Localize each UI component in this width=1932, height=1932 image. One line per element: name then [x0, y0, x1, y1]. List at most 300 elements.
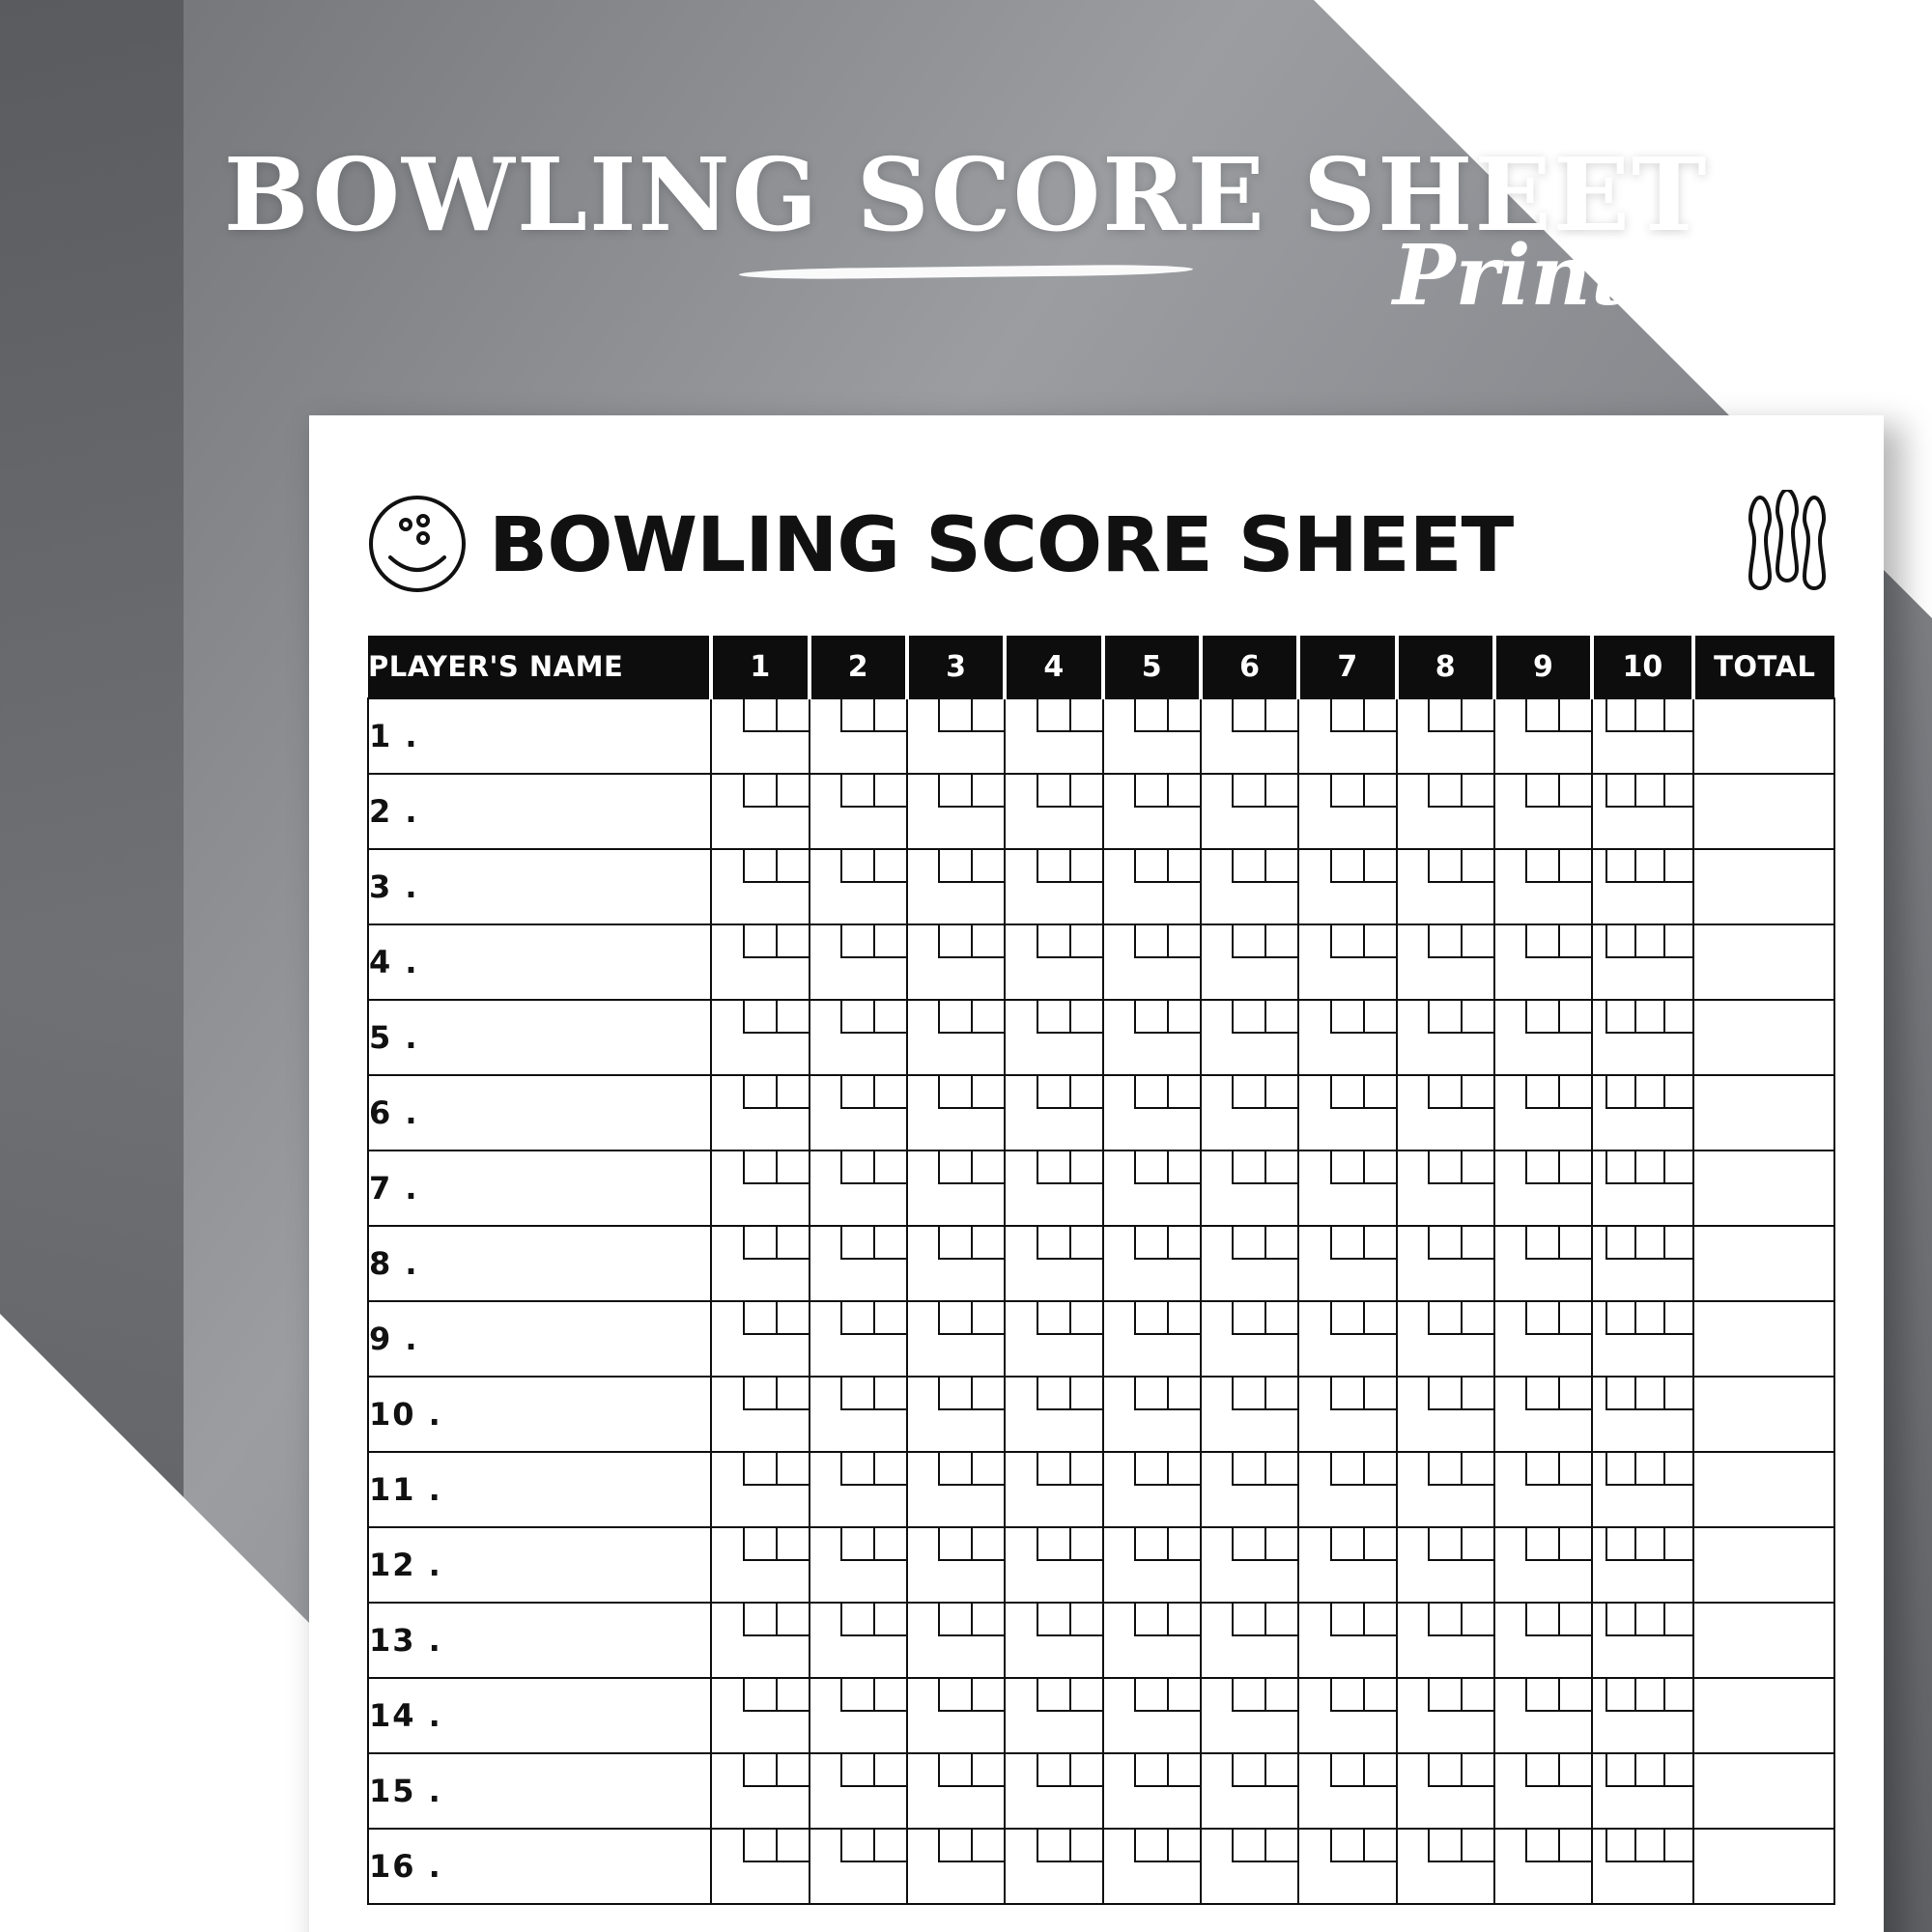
frame-cell-9[interactable]: [1494, 1377, 1592, 1452]
frame-cell-10[interactable]: [1592, 924, 1692, 1000]
throw-box-1[interactable]: [1525, 1604, 1558, 1636]
frame-cell-2[interactable]: [810, 1753, 907, 1829]
throw-box-1[interactable]: [1037, 850, 1069, 883]
throw-box-1[interactable]: [840, 1378, 873, 1410]
frame-cell-8[interactable]: [1397, 1377, 1494, 1452]
throw-box-1[interactable]: [840, 850, 873, 883]
throw-box-1[interactable]: [1428, 1679, 1461, 1712]
frame-cell-10[interactable]: [1592, 698, 1692, 774]
frame-cell-2[interactable]: [810, 1452, 907, 1527]
throw-box-2[interactable]: [1634, 1604, 1663, 1636]
frame-cell-2[interactable]: [810, 774, 907, 849]
throw-box-2[interactable]: [776, 1227, 809, 1260]
frame-cell-6[interactable]: [1201, 1753, 1298, 1829]
frame-cell-8[interactable]: [1397, 1753, 1494, 1829]
throw-box-2[interactable]: [1363, 1679, 1396, 1712]
throw-box-1[interactable]: [1605, 850, 1634, 883]
throw-box-2[interactable]: [971, 1453, 1004, 1486]
throw-box-2[interactable]: [1264, 775, 1297, 808]
throw-box-2[interactable]: [776, 775, 809, 808]
frame-cell-7[interactable]: [1298, 1603, 1396, 1678]
throw-box-1[interactable]: [1605, 699, 1634, 732]
throw-box-2[interactable]: [1069, 1076, 1102, 1109]
frame-cell-5[interactable]: [1103, 1527, 1201, 1603]
throw-box-2[interactable]: [1558, 1830, 1591, 1862]
frame-cell-6[interactable]: [1201, 774, 1298, 849]
throw-box-1[interactable]: [1428, 699, 1461, 732]
throw-box-2[interactable]: [873, 1227, 906, 1260]
throw-box-1[interactable]: [1525, 1528, 1558, 1561]
frame-cell-4[interactable]: [1005, 924, 1102, 1000]
throw-box-1[interactable]: [1330, 1679, 1363, 1712]
player-name-cell[interactable]: 5 .: [368, 1000, 711, 1075]
throw-box-1[interactable]: [938, 1604, 971, 1636]
throw-box-1[interactable]: [1037, 1604, 1069, 1636]
frame-cell-6[interactable]: [1201, 1678, 1298, 1753]
throw-box-2[interactable]: [1264, 1302, 1297, 1335]
throw-box-2[interactable]: [776, 1378, 809, 1410]
frame-cell-9[interactable]: [1494, 1527, 1592, 1603]
frame-cell-7[interactable]: [1298, 1000, 1396, 1075]
frame-cell-5[interactable]: [1103, 849, 1201, 924]
throw-box-2[interactable]: [776, 1604, 809, 1636]
throw-box-2[interactable]: [873, 1378, 906, 1410]
frame-cell-10[interactable]: [1592, 774, 1692, 849]
throw-box-1[interactable]: [1605, 925, 1634, 958]
throw-box-1[interactable]: [1232, 1378, 1264, 1410]
player-name-cell[interactable]: 10 .: [368, 1377, 711, 1452]
frame-cell-7[interactable]: [1298, 924, 1396, 1000]
throw-box-1[interactable]: [1330, 1151, 1363, 1184]
frame-cell-6[interactable]: [1201, 698, 1298, 774]
throw-box-2[interactable]: [1558, 1378, 1591, 1410]
throw-box-1[interactable]: [1428, 1528, 1461, 1561]
total-cell[interactable]: [1693, 1000, 1834, 1075]
throw-box-2[interactable]: [1167, 925, 1200, 958]
throw-box-1[interactable]: [840, 1453, 873, 1486]
throw-box-2[interactable]: [776, 699, 809, 732]
throw-box-2[interactable]: [1069, 1001, 1102, 1034]
frame-cell-3[interactable]: [907, 774, 1005, 849]
throw-box-3[interactable]: [1663, 1302, 1692, 1335]
throw-box-1[interactable]: [1330, 1302, 1363, 1335]
frame-cell-4[interactable]: [1005, 1527, 1102, 1603]
frame-cell-5[interactable]: [1103, 698, 1201, 774]
throw-box-1[interactable]: [1428, 1378, 1461, 1410]
frame-cell-4[interactable]: [1005, 1075, 1102, 1151]
throw-box-3[interactable]: [1663, 1151, 1692, 1184]
throw-box-1[interactable]: [1428, 850, 1461, 883]
player-name-cell[interactable]: 1 .: [368, 698, 711, 774]
frame-cell-7[interactable]: [1298, 1075, 1396, 1151]
throw-box-1[interactable]: [1428, 1227, 1461, 1260]
throw-box-1[interactable]: [840, 925, 873, 958]
throw-box-2[interactable]: [1363, 1227, 1396, 1260]
throw-box-2[interactable]: [1069, 1604, 1102, 1636]
frame-cell-7[interactable]: [1298, 1678, 1396, 1753]
throw-box-2[interactable]: [1069, 1302, 1102, 1335]
throw-box-2[interactable]: [1167, 1076, 1200, 1109]
throw-box-2[interactable]: [873, 1830, 906, 1862]
frame-cell-5[interactable]: [1103, 774, 1201, 849]
throw-box-1[interactable]: [1330, 1227, 1363, 1260]
throw-box-1[interactable]: [743, 850, 776, 883]
throw-box-1[interactable]: [1134, 1076, 1167, 1109]
frame-cell-1[interactable]: [711, 1000, 809, 1075]
throw-box-2[interactable]: [1167, 850, 1200, 883]
frame-cell-1[interactable]: [711, 1377, 809, 1452]
frame-cell-1[interactable]: [711, 1075, 809, 1151]
throw-box-1[interactable]: [840, 1679, 873, 1712]
throw-box-2[interactable]: [971, 1001, 1004, 1034]
throw-box-1[interactable]: [1037, 699, 1069, 732]
throw-box-1[interactable]: [1134, 1679, 1167, 1712]
throw-box-1[interactable]: [938, 1001, 971, 1034]
frame-cell-5[interactable]: [1103, 1075, 1201, 1151]
throw-box-1[interactable]: [1037, 1378, 1069, 1410]
throw-box-1[interactable]: [743, 1453, 776, 1486]
throw-box-1[interactable]: [1428, 1604, 1461, 1636]
throw-box-1[interactable]: [1525, 699, 1558, 732]
frame-cell-7[interactable]: [1298, 1377, 1396, 1452]
frame-cell-2[interactable]: [810, 1151, 907, 1226]
throw-box-1[interactable]: [1428, 1453, 1461, 1486]
frame-cell-9[interactable]: [1494, 1753, 1592, 1829]
throw-box-1[interactable]: [938, 1830, 971, 1862]
throw-box-1[interactable]: [1428, 1076, 1461, 1109]
frame-cell-4[interactable]: [1005, 1678, 1102, 1753]
throw-box-1[interactable]: [1134, 1830, 1167, 1862]
throw-box-2[interactable]: [1558, 699, 1591, 732]
throw-box-2[interactable]: [1167, 1679, 1200, 1712]
frame-cell-10[interactable]: [1592, 1603, 1692, 1678]
frame-cell-4[interactable]: [1005, 849, 1102, 924]
throw-box-3[interactable]: [1663, 1679, 1692, 1712]
frame-cell-6[interactable]: [1201, 1829, 1298, 1904]
throw-box-2[interactable]: [776, 1830, 809, 1862]
throw-box-2[interactable]: [1558, 1679, 1591, 1712]
throw-box-2[interactable]: [1461, 1830, 1493, 1862]
throw-box-3[interactable]: [1663, 1076, 1692, 1109]
throw-box-1[interactable]: [840, 1076, 873, 1109]
frame-cell-2[interactable]: [810, 1678, 907, 1753]
throw-box-1[interactable]: [1525, 925, 1558, 958]
throw-box-2[interactable]: [1461, 925, 1493, 958]
throw-box-2[interactable]: [1363, 1001, 1396, 1034]
throw-box-1[interactable]: [1232, 1001, 1264, 1034]
throw-box-1[interactable]: [1525, 1076, 1558, 1109]
throw-box-1[interactable]: [1330, 1076, 1363, 1109]
frame-cell-2[interactable]: [810, 924, 907, 1000]
player-name-cell[interactable]: 14 .: [368, 1678, 711, 1753]
throw-box-1[interactable]: [1232, 1151, 1264, 1184]
throw-box-2[interactable]: [1461, 1453, 1493, 1486]
frame-cell-1[interactable]: [711, 1151, 809, 1226]
throw-box-2[interactable]: [1167, 1302, 1200, 1335]
frame-cell-1[interactable]: [711, 1301, 809, 1377]
throw-box-2[interactable]: [1363, 850, 1396, 883]
throw-box-1[interactable]: [938, 1302, 971, 1335]
throw-box-2[interactable]: [1634, 699, 1663, 732]
frame-cell-4[interactable]: [1005, 1000, 1102, 1075]
frame-cell-4[interactable]: [1005, 698, 1102, 774]
throw-box-1[interactable]: [938, 1679, 971, 1712]
throw-box-1[interactable]: [1232, 925, 1264, 958]
frame-cell-9[interactable]: [1494, 1226, 1592, 1301]
frame-cell-2[interactable]: [810, 1603, 907, 1678]
throw-box-2[interactable]: [1167, 1528, 1200, 1561]
throw-box-3[interactable]: [1663, 850, 1692, 883]
frame-cell-6[interactable]: [1201, 1151, 1298, 1226]
frame-cell-9[interactable]: [1494, 1452, 1592, 1527]
frame-cell-4[interactable]: [1005, 1452, 1102, 1527]
throw-box-1[interactable]: [1428, 775, 1461, 808]
throw-box-2[interactable]: [971, 1528, 1004, 1561]
frame-cell-10[interactable]: [1592, 1753, 1692, 1829]
frame-cell-4[interactable]: [1005, 1377, 1102, 1452]
throw-box-1[interactable]: [1134, 1001, 1167, 1034]
frame-cell-6[interactable]: [1201, 924, 1298, 1000]
throw-box-1[interactable]: [1525, 1830, 1558, 1862]
throw-box-1[interactable]: [840, 1528, 873, 1561]
frame-cell-8[interactable]: [1397, 1075, 1494, 1151]
frame-cell-3[interactable]: [907, 1301, 1005, 1377]
frame-cell-8[interactable]: [1397, 924, 1494, 1000]
frame-cell-6[interactable]: [1201, 1377, 1298, 1452]
frame-cell-9[interactable]: [1494, 1829, 1592, 1904]
frame-cell-10[interactable]: [1592, 1452, 1692, 1527]
throw-box-1[interactable]: [1232, 1528, 1264, 1561]
frame-cell-7[interactable]: [1298, 1527, 1396, 1603]
throw-box-2[interactable]: [1264, 1001, 1297, 1034]
throw-box-2[interactable]: [1363, 1453, 1396, 1486]
frame-cell-3[interactable]: [907, 1753, 1005, 1829]
frame-cell-8[interactable]: [1397, 1151, 1494, 1226]
throw-box-2[interactable]: [1558, 850, 1591, 883]
total-cell[interactable]: [1693, 1226, 1834, 1301]
throw-box-1[interactable]: [1428, 1302, 1461, 1335]
frame-cell-5[interactable]: [1103, 1753, 1201, 1829]
throw-box-2[interactable]: [776, 850, 809, 883]
throw-box-1[interactable]: [938, 850, 971, 883]
throw-box-2[interactable]: [1167, 1604, 1200, 1636]
throw-box-2[interactable]: [776, 1754, 809, 1787]
throw-box-2[interactable]: [1558, 775, 1591, 808]
frame-cell-6[interactable]: [1201, 1452, 1298, 1527]
throw-box-1[interactable]: [938, 1453, 971, 1486]
throw-box-1[interactable]: [1134, 925, 1167, 958]
frame-cell-10[interactable]: [1592, 1527, 1692, 1603]
throw-box-2[interactable]: [1461, 775, 1493, 808]
throw-box-2[interactable]: [1634, 1378, 1663, 1410]
frame-cell-10[interactable]: [1592, 1075, 1692, 1151]
throw-box-2[interactable]: [1558, 925, 1591, 958]
total-cell[interactable]: [1693, 849, 1834, 924]
throw-box-2[interactable]: [1264, 1151, 1297, 1184]
throw-box-3[interactable]: [1663, 1453, 1692, 1486]
throw-box-3[interactable]: [1663, 1001, 1692, 1034]
frame-cell-4[interactable]: [1005, 1151, 1102, 1226]
throw-box-1[interactable]: [743, 1302, 776, 1335]
frame-cell-7[interactable]: [1298, 1301, 1396, 1377]
throw-box-2[interactable]: [1461, 1528, 1493, 1561]
throw-box-1[interactable]: [1428, 925, 1461, 958]
throw-box-3[interactable]: [1663, 1830, 1692, 1862]
throw-box-2[interactable]: [1069, 1151, 1102, 1184]
throw-box-2[interactable]: [1167, 775, 1200, 808]
throw-box-2[interactable]: [1558, 1302, 1591, 1335]
throw-box-1[interactable]: [1037, 1076, 1069, 1109]
throw-box-1[interactable]: [1330, 1604, 1363, 1636]
throw-box-2[interactable]: [1264, 1227, 1297, 1260]
throw-box-1[interactable]: [743, 1604, 776, 1636]
throw-box-2[interactable]: [1461, 1151, 1493, 1184]
frame-cell-10[interactable]: [1592, 849, 1692, 924]
throw-box-1[interactable]: [1037, 1151, 1069, 1184]
throw-box-2[interactable]: [1558, 1227, 1591, 1260]
frame-cell-4[interactable]: [1005, 1829, 1102, 1904]
throw-box-2[interactable]: [873, 1151, 906, 1184]
throw-box-1[interactable]: [1037, 1453, 1069, 1486]
frame-cell-3[interactable]: [907, 1452, 1005, 1527]
throw-box-2[interactable]: [1634, 1151, 1663, 1184]
throw-box-2[interactable]: [1461, 1076, 1493, 1109]
frame-cell-3[interactable]: [907, 1151, 1005, 1226]
frame-cell-2[interactable]: [810, 1000, 907, 1075]
throw-box-1[interactable]: [840, 1302, 873, 1335]
throw-box-1[interactable]: [743, 699, 776, 732]
throw-box-1[interactable]: [1525, 1151, 1558, 1184]
throw-box-1[interactable]: [1330, 1453, 1363, 1486]
throw-box-2[interactable]: [1167, 1001, 1200, 1034]
throw-box-2[interactable]: [1069, 1528, 1102, 1561]
throw-box-2[interactable]: [1167, 1151, 1200, 1184]
total-cell[interactable]: [1693, 1829, 1834, 1904]
throw-box-2[interactable]: [1363, 1151, 1396, 1184]
throw-box-1[interactable]: [743, 1227, 776, 1260]
throw-box-1[interactable]: [840, 1604, 873, 1636]
throw-box-1[interactable]: [1330, 1001, 1363, 1034]
throw-box-1[interactable]: [743, 775, 776, 808]
frame-cell-8[interactable]: [1397, 1829, 1494, 1904]
throw-box-1[interactable]: [1525, 1378, 1558, 1410]
frame-cell-3[interactable]: [907, 1226, 1005, 1301]
frame-cell-5[interactable]: [1103, 1603, 1201, 1678]
frame-cell-10[interactable]: [1592, 1226, 1692, 1301]
throw-box-1[interactable]: [1037, 1679, 1069, 1712]
throw-box-2[interactable]: [1069, 1378, 1102, 1410]
throw-box-2[interactable]: [1558, 1076, 1591, 1109]
frame-cell-5[interactable]: [1103, 924, 1201, 1000]
throw-box-1[interactable]: [1232, 1453, 1264, 1486]
throw-box-2[interactable]: [873, 925, 906, 958]
throw-box-2[interactable]: [776, 1453, 809, 1486]
throw-box-2[interactable]: [971, 1754, 1004, 1787]
throw-box-2[interactable]: [1069, 1830, 1102, 1862]
throw-box-1[interactable]: [1525, 1302, 1558, 1335]
frame-cell-10[interactable]: [1592, 1829, 1692, 1904]
throw-box-2[interactable]: [1461, 1679, 1493, 1712]
frame-cell-8[interactable]: [1397, 849, 1494, 924]
frame-cell-5[interactable]: [1103, 1226, 1201, 1301]
frame-cell-9[interactable]: [1494, 1301, 1592, 1377]
throw-box-1[interactable]: [938, 699, 971, 732]
throw-box-1[interactable]: [1037, 1227, 1069, 1260]
throw-box-1[interactable]: [743, 1754, 776, 1787]
throw-box-2[interactable]: [1461, 1754, 1493, 1787]
frame-cell-7[interactable]: [1298, 698, 1396, 774]
throw-box-2[interactable]: [1069, 1679, 1102, 1712]
throw-box-1[interactable]: [840, 1227, 873, 1260]
throw-box-2[interactable]: [873, 1001, 906, 1034]
frame-cell-1[interactable]: [711, 1829, 809, 1904]
throw-box-2[interactable]: [1264, 925, 1297, 958]
throw-box-2[interactable]: [873, 1604, 906, 1636]
frame-cell-7[interactable]: [1298, 774, 1396, 849]
throw-box-1[interactable]: [743, 925, 776, 958]
throw-box-1[interactable]: [1428, 1754, 1461, 1787]
frame-cell-10[interactable]: [1592, 1377, 1692, 1452]
frame-cell-7[interactable]: [1298, 849, 1396, 924]
frame-cell-8[interactable]: [1397, 1226, 1494, 1301]
throw-box-2[interactable]: [1069, 1227, 1102, 1260]
player-name-cell[interactable]: 15 .: [368, 1753, 711, 1829]
throw-box-1[interactable]: [938, 1227, 971, 1260]
throw-box-2[interactable]: [1069, 1754, 1102, 1787]
throw-box-1[interactable]: [1232, 1679, 1264, 1712]
throw-box-1[interactable]: [840, 1151, 873, 1184]
frame-cell-1[interactable]: [711, 1603, 809, 1678]
frame-cell-2[interactable]: [810, 698, 907, 774]
throw-box-1[interactable]: [1605, 1001, 1634, 1034]
frame-cell-7[interactable]: [1298, 1753, 1396, 1829]
throw-box-2[interactable]: [1634, 1754, 1663, 1787]
throw-box-2[interactable]: [1363, 1302, 1396, 1335]
throw-box-2[interactable]: [1167, 1830, 1200, 1862]
frame-cell-8[interactable]: [1397, 698, 1494, 774]
frame-cell-4[interactable]: [1005, 774, 1102, 849]
total-cell[interactable]: [1693, 698, 1834, 774]
throw-box-2[interactable]: [1634, 1001, 1663, 1034]
total-cell[interactable]: [1693, 1527, 1834, 1603]
total-cell[interactable]: [1693, 1301, 1834, 1377]
throw-box-2[interactable]: [1634, 775, 1663, 808]
throw-box-2[interactable]: [873, 1302, 906, 1335]
throw-box-2[interactable]: [1461, 1378, 1493, 1410]
throw-box-2[interactable]: [971, 1302, 1004, 1335]
frame-cell-1[interactable]: [711, 1452, 809, 1527]
frame-cell-9[interactable]: [1494, 1603, 1592, 1678]
throw-box-1[interactable]: [743, 1076, 776, 1109]
throw-box-2[interactable]: [873, 850, 906, 883]
throw-box-1[interactable]: [1330, 1754, 1363, 1787]
frame-cell-5[interactable]: [1103, 1829, 1201, 1904]
throw-box-1[interactable]: [1525, 1227, 1558, 1260]
throw-box-2[interactable]: [1069, 1453, 1102, 1486]
throw-box-1[interactable]: [743, 1378, 776, 1410]
throw-box-2[interactable]: [873, 1453, 906, 1486]
throw-box-2[interactable]: [1167, 1378, 1200, 1410]
total-cell[interactable]: [1693, 1377, 1834, 1452]
throw-box-2[interactable]: [971, 925, 1004, 958]
total-cell[interactable]: [1693, 1753, 1834, 1829]
throw-box-2[interactable]: [971, 850, 1004, 883]
throw-box-1[interactable]: [1232, 1754, 1264, 1787]
frame-cell-6[interactable]: [1201, 1527, 1298, 1603]
throw-box-2[interactable]: [1264, 1830, 1297, 1862]
throw-box-2[interactable]: [971, 1679, 1004, 1712]
throw-box-1[interactable]: [1428, 1151, 1461, 1184]
